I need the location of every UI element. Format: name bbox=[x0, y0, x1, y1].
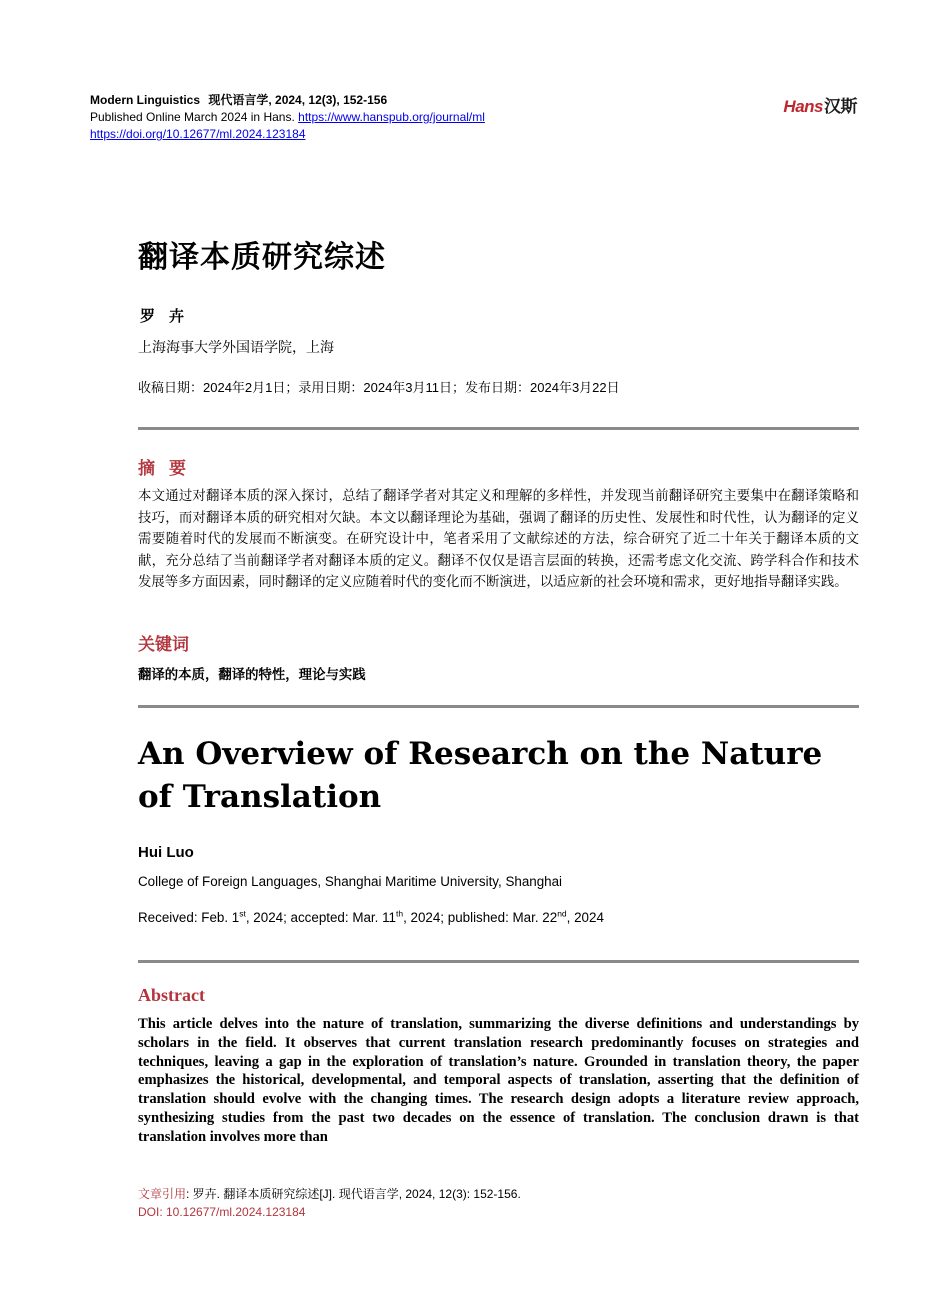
journal-line bbox=[90, 92, 485, 109]
citation-line bbox=[138, 1185, 521, 1203]
footer-doi: DOI: 10.12677/ml.2024.123184 bbox=[138, 1205, 306, 1219]
divider bbox=[138, 705, 859, 708]
published-prefix: Published Online March 2024 in Hans. bbox=[90, 110, 295, 124]
date-suffix: st bbox=[239, 908, 246, 919]
hans-logo bbox=[783, 92, 857, 117]
date-suffix: nd bbox=[557, 908, 567, 919]
logo-cn: 汉斯 bbox=[824, 97, 857, 116]
en-abstract-heading: Abstract bbox=[138, 985, 205, 1005]
divider bbox=[138, 427, 859, 430]
en-abstract: This article delves into the nature of translation, summarizing the diverse definitions and understandings by scholars in the field. It observes that current translation research predominantly focuses on strategies and techniques, leaving a gap in the exploration of translation’s nature. Grounded in translation theory, the paper emphasizes the historical, developmental, and temporal aspects of translation, asserting that the definition of translation should evolve with the changing times. The research design adopts a literature review approach, synthesizing studies from the past two decades on the essence of translation. The conclusion drawn is that translation involves more than bbox=[138, 1016, 859, 1145]
received-date: Received: Feb. 1 bbox=[138, 910, 240, 925]
date-suffix: th bbox=[395, 908, 404, 919]
citation-footer bbox=[138, 1185, 521, 1221]
zh-dates: 收稿日期：2024年2月1日；录用日期：2024年3月11日；发布日期：2024年3月22日 bbox=[138, 380, 620, 395]
doi-link[interactable]: https://doi.org/10.12677/ml.2024.123184 bbox=[90, 127, 306, 141]
zh-keywords: 翻译的本质，翻译的特性，理论与实践 bbox=[138, 667, 366, 682]
journal-header bbox=[90, 92, 485, 143]
zh-author: 罗卉 bbox=[140, 308, 199, 325]
journal-name: Modern Linguistics bbox=[90, 93, 201, 107]
year-suffix: , 2024 bbox=[566, 910, 604, 925]
zh-abstract-heading: 摘要 bbox=[138, 459, 200, 478]
zh-abstract: 本文通过对翻译本质的深入探讨，总结了翻译学者对其定义和理解的多样性，并发现当前翻译研究主要集中在翻译策略和技巧，而对翻译本质的研究相对欠缺。本文以翻译理论为基础，强调了翻译的历史性、发展性和时代性，认为翻译的定义需要随着时代的发展而不断演变。在研究设计中，笔者采用了文献综述的方法，综合研究了近二十年关于翻译本质的文献，充分总结了当前翻译学者对翻译本质的定义。翻译不仅仅是语言层面的转换，还需考虑文化交流、跨学科合作和技术发展等多方面因素，同时翻译的定义应随着时代的变化而不断演进，以适应新的社会环境和需求，更好地指导翻译实践。 bbox=[138, 488, 859, 589]
en-title: An Overview of Research on the Nature of Translation bbox=[138, 736, 823, 815]
en-dates bbox=[138, 910, 604, 925]
accepted-date: , 2024; accepted: Mar. 11 bbox=[245, 910, 396, 925]
citation-text: : 罗卉. 翻译本质研究综述[J]. 现代语言学, 2024, 12(3): 152-156. bbox=[186, 1187, 521, 1201]
citation-label: 文章引用 bbox=[138, 1187, 187, 1201]
divider bbox=[138, 960, 859, 963]
logo-text: Hans bbox=[783, 97, 823, 116]
zh-affiliation: 上海海事大学外国语学院，上海 bbox=[138, 340, 334, 356]
published-line bbox=[90, 109, 485, 126]
en-author: Hui Luo bbox=[138, 844, 194, 861]
published-date: , 2024; published: Mar. 22 bbox=[403, 910, 558, 925]
journal-name-cn: 现代语言学, 2024, 12(3), 152-156 bbox=[208, 93, 388, 107]
journal-link[interactable]: https://www.hanspub.org/journal/ml bbox=[298, 110, 485, 124]
zh-keywords-heading: 关键词 bbox=[138, 635, 189, 654]
en-affiliation: College of Foreign Languages, Shanghai Maritime University, Shanghai bbox=[138, 874, 563, 889]
zh-title: 翻译本质研究综述 bbox=[138, 240, 386, 275]
